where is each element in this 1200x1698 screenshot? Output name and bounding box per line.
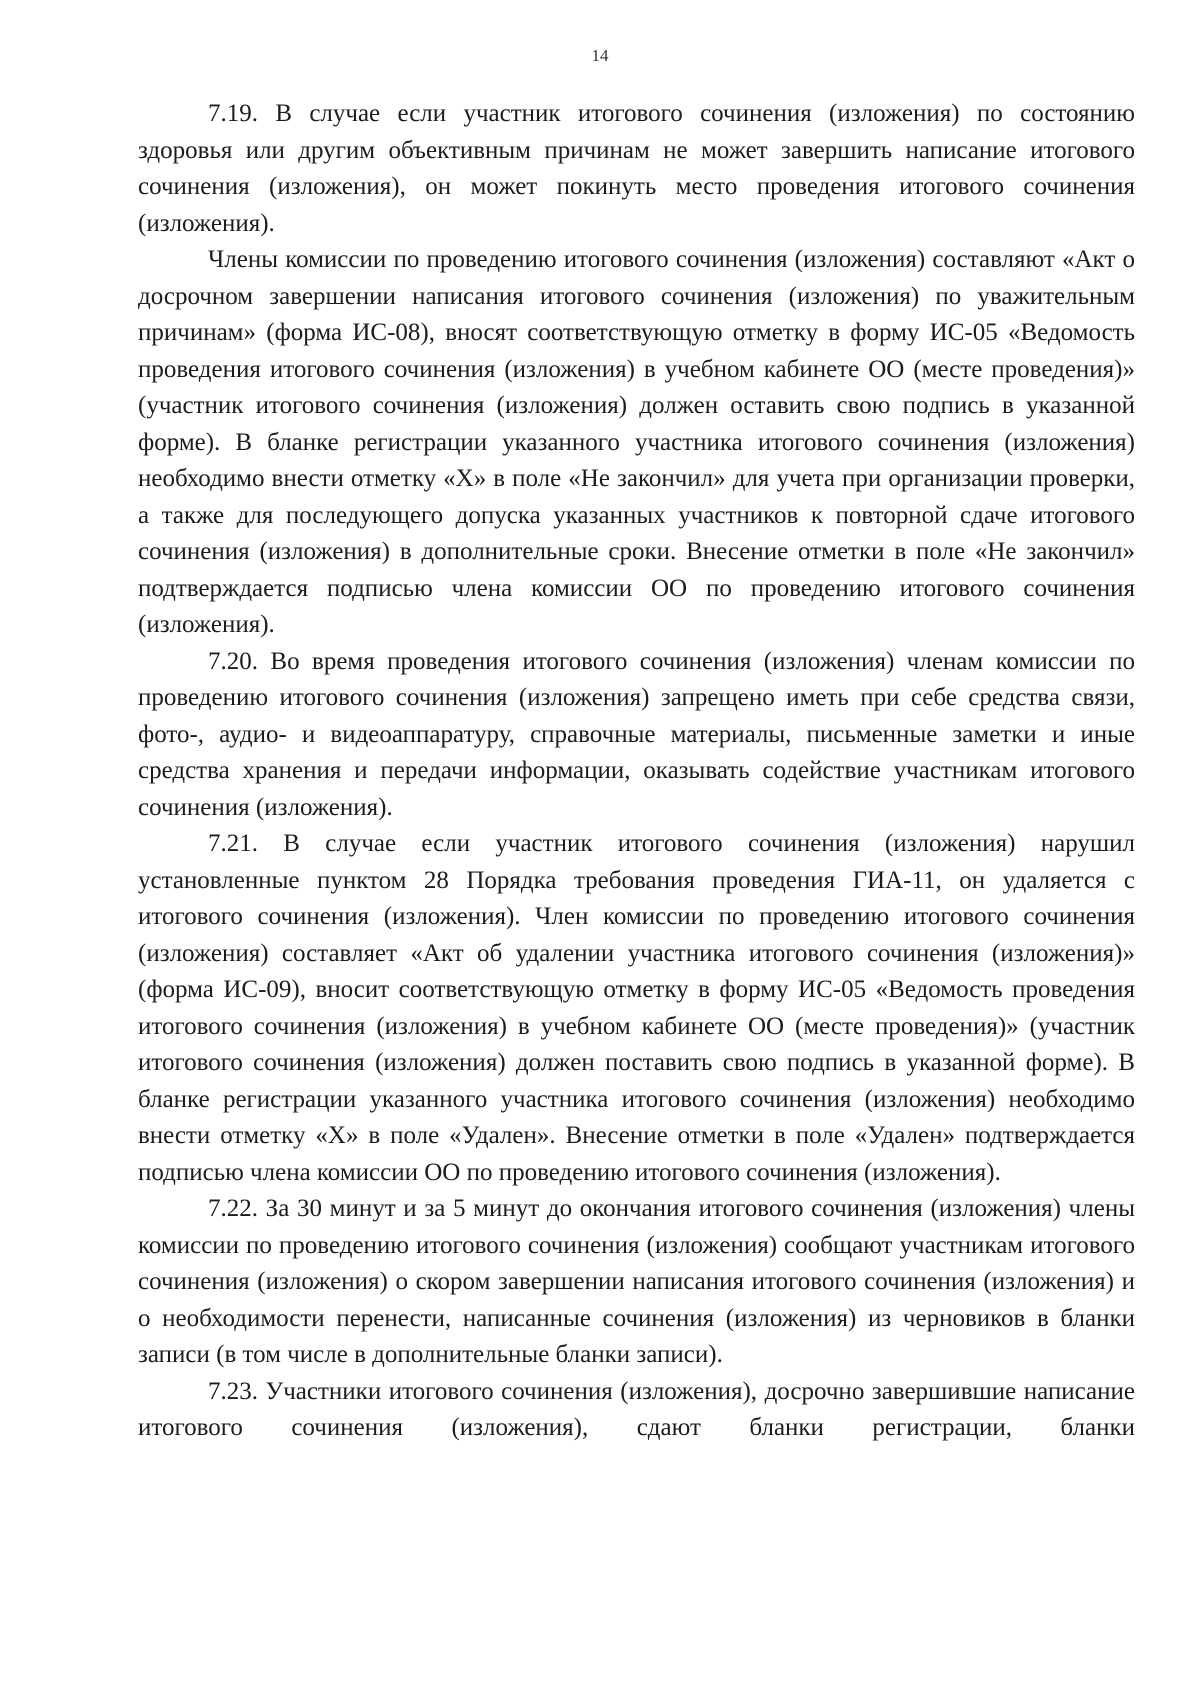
document-body (138, 96, 1135, 1447)
page-number: 14 (591, 46, 609, 65)
paragraph-7-22: 7.22. За 30 минут и за 5 минут до окончания итогового сочинения (изложения) члены комиссии по проведению итогового сочинения (изложения) сообщают участникам итогового сочинения (изложения) о скором завершении написания итогового сочинения (изложения) и о необходимости перенести, написанные сочинения (изложения) из черновиков в бланки записи (в том числе в дополнительные бланки записи). (138, 1195, 1135, 1368)
paragraph-7-23: 7.23. Участники итогового сочинения (изложения), досрочно завершившие написание итогового сочинения (изложения), сдают бланки регистрации, бланки (138, 1377, 1135, 1441)
paragraph-7-20: 7.20. Во время проведения итогового сочинения (изложения) членам комиссии по проведению итогового сочинения (изложения) запрещено иметь при себе средства связи, фото-, аудио- и видеоаппаратуру, справочные материалы, письменные заметки и иные средства хранения и передачи информации, оказывать содействие участникам итогового сочинения (изложения). (138, 647, 1135, 821)
paragraph-commission-members: Члены комиссии по проведению итогового сочинения (изложения) составляют «Акт о досрочном завершении написания итогового сочинения (изложения) по уважительным причинам» (форма ИС-08), вносят соответствующую отметку в форму ИС-05 «Ведомость проведения итогового сочинения (изложения) в учебном кабинете ОО (месте проведения)» (участник итогового сочинения (изложения) должен оставить свою подпись в указанной форме). В бланке регистрации указанного участника итогового сочинения (изложения) необходимо внести отметку «Х» в поле «Не закончил» для учета при организации проверки, а также для последующего допуска указанных участников к повторной сдаче итогового сочинения (изложения) в дополнительные сроки. Внесение отметки в поле «Не закончил» подтверждается подписью члена комиссии ОО по проведению итогового сочинения (изложения). (138, 246, 1135, 638)
paragraph-7-19: 7.19. В случае если участник итогового сочинения (изложения) по состоянию здоровья или другим объективным причинам не может завершить написание итогового сочинения (изложения), он может покинуть место проведения итогового сочинения (изложения). (138, 100, 1135, 237)
paragraph-7-21: 7.21. В случае если участник итогового сочинения (изложения) нарушил установленные пунктом 28 Порядка требования проведения ГИА-11, он удаляется с итогового сочинения (изложения). Член комиссии по проведению итогового сочинения (изложения) составляет «Акт об удалении участника итогового сочинения (изложения)» (форма ИС-09), вносит соответствующую отметку в форму ИС-05 «Ведомость проведения итогового сочинения (изложения) в учебном кабинете ОО (месте проведения)» (участник итогового сочинения (изложения) должен поставить свою подпись в указанной форме). В бланке регистрации указанного участника итогового сочинения (изложения) необходимо внести отметку «Х» в поле «Удален». Внесение отметки в поле «Удален» подтверждается подписью члена комиссии ОО по проведению итогового сочинения (изложения). (138, 830, 1135, 1186)
